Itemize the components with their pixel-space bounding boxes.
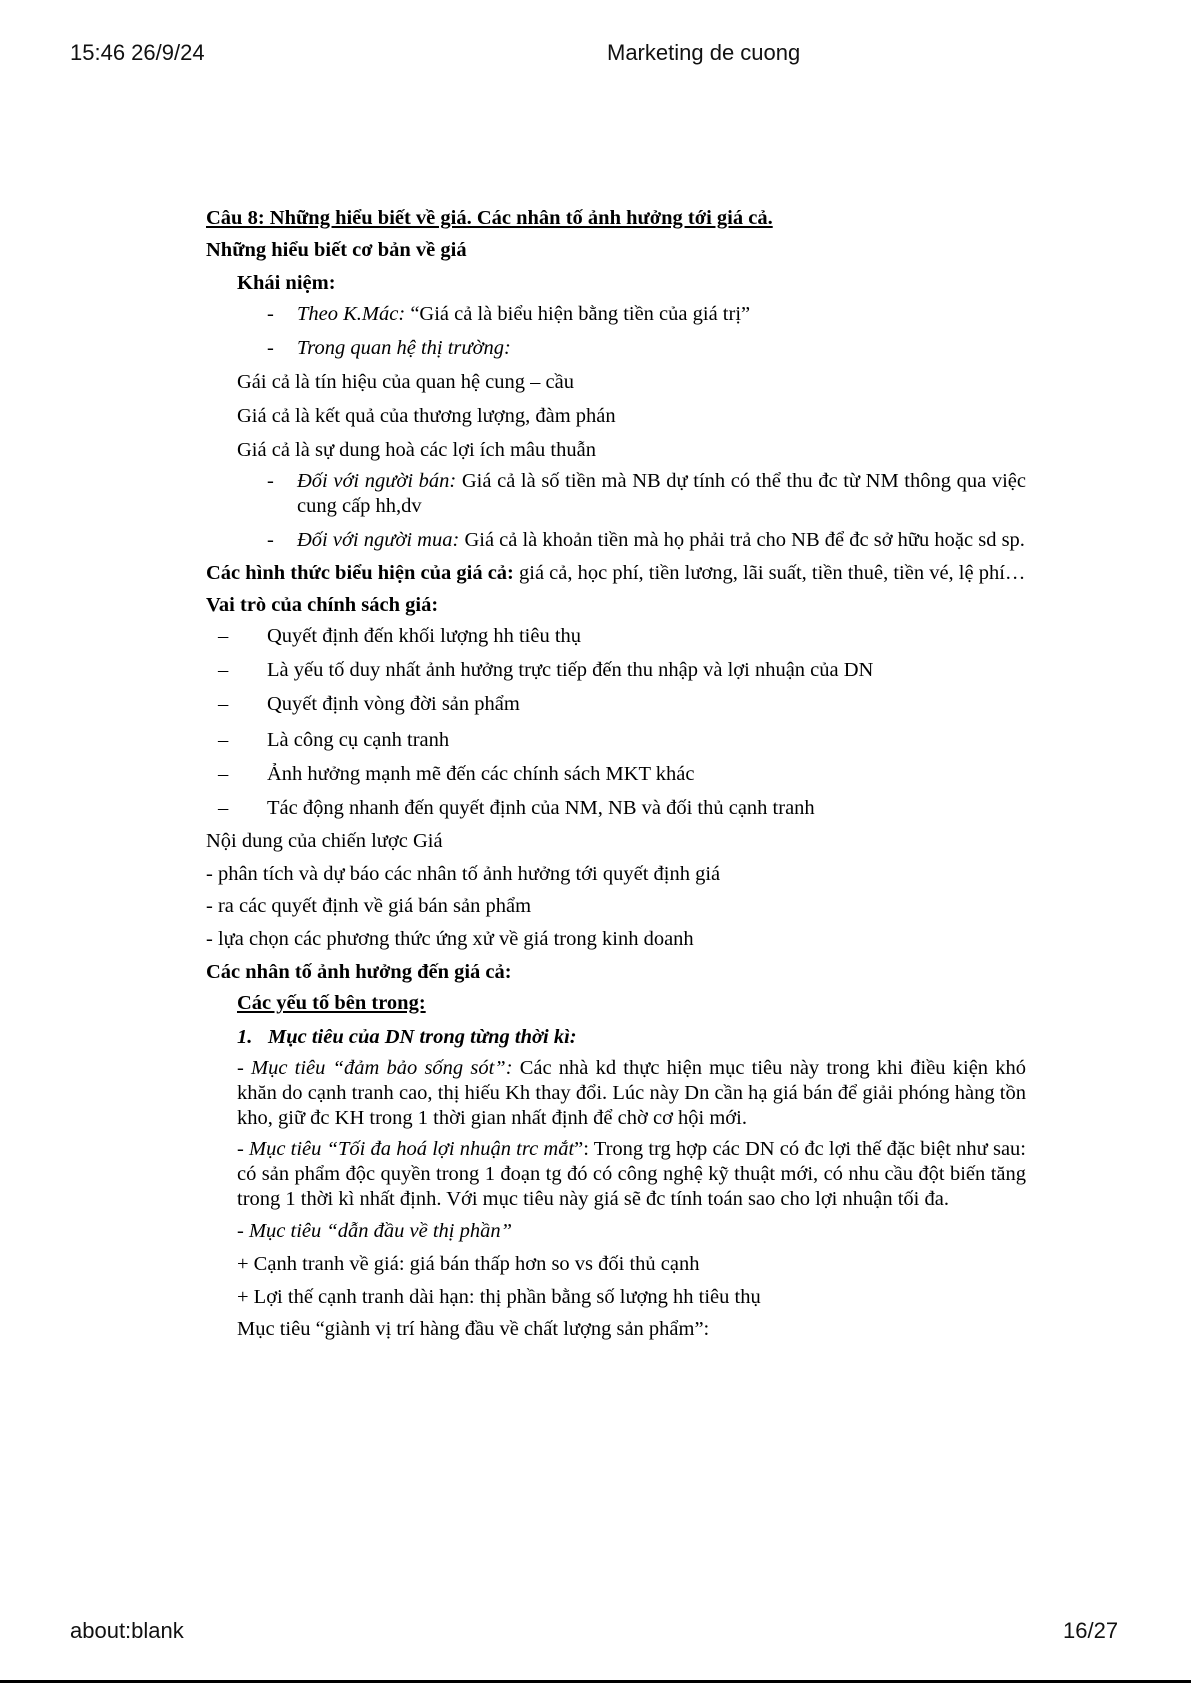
market-line: Giá cả là kết quả của thương lượng, đàm phán: [237, 405, 616, 427]
factors-title: Các nhân tố ảnh hưởng đến giá cả:: [206, 961, 512, 983]
goal-number: 1.: [237, 1026, 253, 1048]
footer-page-number: 16/27: [1063, 1618, 1119, 1643]
market-label: Trong quan hệ thị trường:: [297, 337, 511, 359]
header-datetime: 15:46 26/9/24: [70, 40, 205, 65]
basics-title: Những hiểu biết cơ bản về giá: [206, 239, 467, 261]
strategy-item: - phân tích và dự báo các nhân tố ảnh hưởng tới quyết định giá: [206, 863, 721, 885]
role-item: – Ảnh hưởng mạnh mẽ đến các chính sách MKT khác: [218, 762, 1026, 787]
profit-paragraph: [237, 1137, 1026, 1212]
role-item-text: Tác động nhanh đến quyết định của NM, NB và đối thủ cạnh tranh: [267, 797, 815, 819]
buyer-label: Đối với người mua:: [297, 529, 460, 551]
goal-heading: [237, 1025, 1026, 1050]
role-item-text: Là yếu tố duy nhất ảnh hưởng trực tiếp đến thu nhập và lợi nhuận của DN: [267, 659, 874, 681]
share-label: - Mục tiêu “dẫn đầu về thị phần”: [237, 1220, 513, 1242]
marx-label: Theo K.Mác:: [297, 303, 406, 325]
share-item: + Cạnh tranh về giá: giá bán thấp hơn so vs đối thủ cạnh: [237, 1253, 700, 1275]
seller-label: Đối với người bán:: [297, 470, 457, 492]
role-item-text: Là công cụ cạnh tranh: [267, 729, 450, 751]
strategy-title: Nội dung của chiến lược Giá: [206, 830, 443, 852]
buyer-item: - Đối với người mua: Giá cả là khoản tiền mà họ phải trả cho NB để đc sở hữu hoặc sd sp.: [267, 529, 1025, 551]
role-item: – Là công cụ cạnh tranh: [218, 728, 1026, 753]
document-body: [206, 206, 1026, 1342]
marx-item: - Theo K.Mác: “Giá cả là biểu hiện bằng tiền của giá trị”: [267, 303, 751, 325]
role-item: – Tác động nhanh đến quyết định của NM, NB và đối thủ cạnh tranh: [218, 796, 1026, 821]
share-item: + Lợi thế cạnh tranh dài hạn: thị phần bằng số lượng hh tiêu thụ: [237, 1286, 761, 1308]
strategy-item: - ra các quyết định về giá bán sản phẩm: [206, 895, 532, 917]
role-item: – Quyết định vòng đời sản phẩm: [218, 692, 1026, 717]
marx-text: “Giá cả là biểu hiện bằng tiền của giá trị”: [410, 303, 751, 325]
seller-text: Giá cả là số tiền mà NB dự tính có thể thu đc từ NM thông qua việc cung cấp hh,dv: [297, 470, 1026, 517]
survival-label: - Mục tiêu “đảm bảo sống sót”:: [237, 1057, 513, 1079]
profit-text: ”: Trong trg hợp các DN có đc lợi thế đặc biệt như sau: có sản phẩm độc quyền trong 1 đoạn tg đó có công nghệ kỹ thuật mới, có nhu cầu đột biến tăng trong 1 thời kì nhất định. Với mục tiêu này giá sẽ đc tính toán sao cho lợi nhuận tối đa.: [237, 1138, 1026, 1210]
role-item: – Là yếu tố duy nhất ảnh hưởng trực tiếp đến thu nhập và lợi nhuận của DN: [218, 658, 1026, 683]
role-item-text: Quyết định đến khối lượng hh tiêu thụ: [267, 625, 582, 647]
strategy-item: - lựa chọn các phương thức ứng xử về giá trong kinh doanh: [206, 928, 694, 950]
role-title: Vai trò của chính sách giá:: [206, 594, 439, 616]
internal-factors-title: Các yếu tố bên trong:: [237, 992, 426, 1014]
market-item: - Trong quan hệ thị trường:: [267, 336, 1026, 361]
goal-title: Mục tiêu của DN trong từng thời kì:: [268, 1026, 577, 1048]
seller-item: - Đối với người bán: Giá cả là số tiền mà NB dự tính có thể thu đc từ NM thông qua việc cung cấp hh,dv: [267, 470, 1026, 517]
footer-url: about:blank: [70, 1618, 184, 1643]
buyer-text: Giá cả là khoản tiền mà họ phải trả cho NB để đc sở hữu hoặc sd sp.: [464, 529, 1025, 551]
survival-paragraph: [237, 1056, 1026, 1131]
role-item-text: Quyết định vòng đời sản phẩm: [267, 693, 520, 715]
header-title: Marketing de cuong: [607, 40, 801, 65]
forms-label: Các hình thức biểu hiện của giá cả:: [206, 562, 514, 584]
market-line: Gái cả là tín hiệu của quan hệ cung – cầu: [237, 371, 574, 393]
market-line: Giá cả là sự dung hoà các lợi ích mâu thuẫn: [237, 439, 596, 461]
profit-label: - Mục tiêu “Tối đa hoá lợi nhuận trc mắt: [237, 1138, 575, 1160]
forms-text: giá cả, học phí, tiền lương, lãi suất, tiền thuê, tiền vé, lệ phí…: [519, 562, 1026, 584]
survival-text: Các nhà kd thực hiện mục tiêu này trong khi điều kiện khó khăn do cạnh tranh cao, thị hiếu Kh thay đổi. Lúc này Dn cần hạ giá bán để giải phóng hàng tồn kho, giữ đc KH trong 1 thời gian nhất định để chờ cơ hội mới.: [237, 1057, 1026, 1129]
quality-goal: Mục tiêu “giành vị trí hàng đầu về chất lượng sản phẩm”:: [237, 1318, 710, 1340]
concept-title: Khái niệm:: [237, 272, 336, 294]
forms-paragraph: [206, 561, 1026, 586]
question-heading: Câu 8: Những hiểu biết về giá. Các nhân tố ảnh hưởng tới giá cả.: [206, 207, 773, 229]
role-item: – Quyết định đến khối lượng hh tiêu thụ: [218, 624, 1026, 649]
role-item-text: Ảnh hưởng mạnh mẽ đến các chính sách MKT khác: [267, 763, 695, 785]
bottom-divider: [0, 1680, 1191, 1683]
